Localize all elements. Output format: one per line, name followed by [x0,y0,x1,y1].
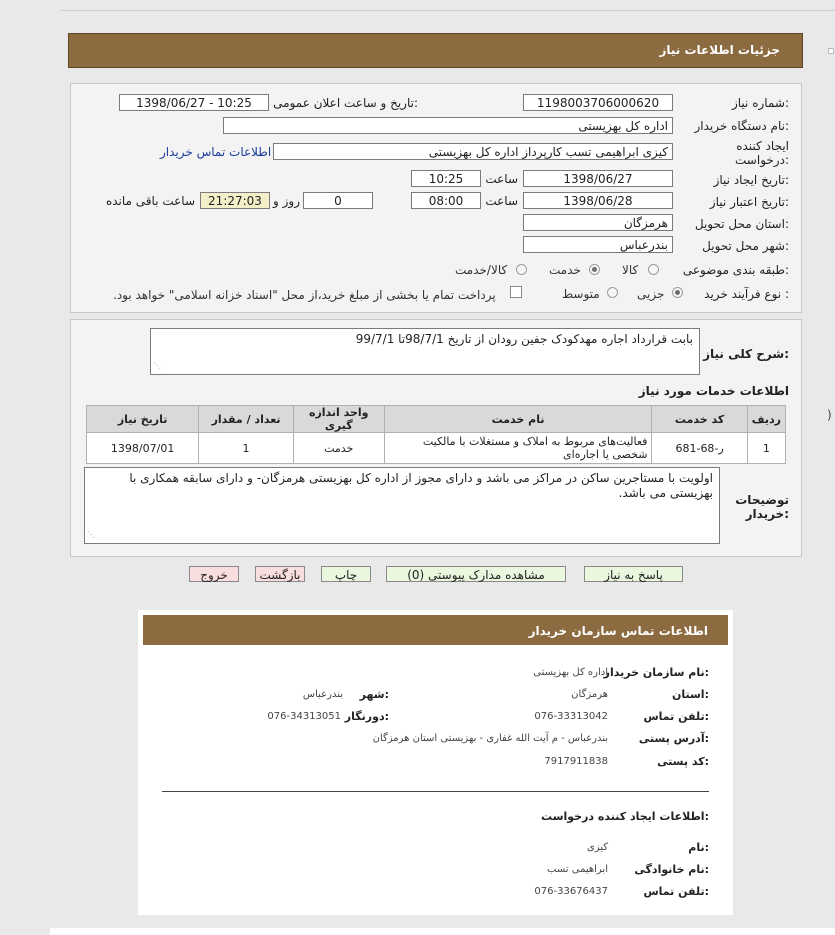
process-label: نوع فرآیند خرید : [704,287,789,301]
services-table [86,405,786,464]
page-title: جزئیات اطلاعات نیاز [659,43,780,57]
back-button[interactable]: بازگشت [255,566,305,582]
buyer-notes-label: توضیحات خریدار: [735,493,789,521]
page-header [68,33,803,68]
col-service-name: نام خدمت [384,406,652,433]
category-goods-label: کالا [622,263,639,277]
phone-label: تلفن تماس: [643,710,709,723]
create-date-field[interactable]: 1398/06/27 [523,170,673,187]
create-time-label: ساعت [485,172,518,186]
fax-label: دورنگار: [344,710,389,723]
col-service-code: کد خدمت [652,406,747,433]
scroll-indicator [828,48,834,54]
category-both-label: کالا/خدمت [455,263,508,277]
postal-label: کد پستی: [657,755,709,768]
validity-time-label: ساعت [485,194,518,208]
validity-time-field[interactable]: 08:00 [411,192,481,209]
buyer-org-field[interactable]: اداره کل بهزیستی [223,117,673,134]
address-label: آدرس پستی: [638,732,709,745]
remaining-time-field[interactable]: 21:27:03 [200,192,270,209]
process-minor-label: جزیی [637,287,665,301]
treasury-payment-checkbox[interactable] [510,286,522,298]
process-medium-radio[interactable] [607,287,618,298]
cell-row: 1 [747,433,785,464]
resize-grip-icon[interactable]: ⋰ [153,361,161,370]
creator-info-title: اطلاعات ایجاد کننده درخواست: [541,810,709,823]
buyer-org-label: نام دستگاه خریدار: [694,119,789,133]
city-card-label: شهر: [359,688,389,701]
contact-card-header [143,615,728,645]
announce-label: تاریخ و ساعت اعلان عمومی: [273,96,418,110]
card-separator [162,791,709,792]
creator-label: ایجاد کننده درخواست: [735,139,789,167]
creator-field[interactable]: کیزی ابراهیمی تسب کارپرداز اداره کل بهزیستی [273,143,673,160]
cell-need-date: 1398/07/01 [87,433,199,464]
summary-textarea[interactable] [150,328,700,375]
cell-quantity: 1 [199,433,294,464]
create-time-field[interactable]: 10:25 [411,170,481,187]
summary-text: بابت قرارداد اجاره مهدکودک جفین رودان از تاریخ 98/7/1تا 99/7/1 [355,332,693,346]
creator-family-value: ابراهیمی تسب [547,864,608,875]
creator-name-label: نام: [688,841,709,854]
buyer-notes-text: اولویت با مستاجرین ساکن در مراکز می باشد و دارای مجوز از اداره کل بهزیستی هرمزگان- و دارای سابقه همکاری با بهزیستی می باشد. [129,471,713,500]
validity-date-field[interactable]: 1398/06/28 [523,192,673,209]
cell-unit: خدمت [293,433,384,464]
bottom-strip [50,928,835,935]
table-row [87,433,786,464]
col-need-date: تاریخ نیاز [87,406,199,433]
resize-grip-icon[interactable]: ⋰ [87,530,95,539]
creator-name-value: کیزی [586,842,608,853]
need-number-field[interactable]: 1198003706000620 [523,94,673,111]
category-service-label: خدمت [549,263,581,277]
city-field[interactable]: بندرعباس [523,236,673,253]
view-documents-button[interactable]: مشاهده مدارک پیوستی (0) [386,566,566,582]
remaining-days-field[interactable]: 0 [303,192,373,209]
need-number-label: شماره نیاز: [731,96,789,110]
process-minor-radio[interactable] [672,287,683,298]
category-service-radio[interactable] [589,264,600,275]
address-value: بندرعباس - م آیت الله غفاری - بهزیستی استان هرمزگان [372,733,608,744]
fax-value: 076-34313051 [267,711,341,722]
process-medium-label: متوسط [562,287,600,301]
province-card-value: هرمزگان [571,689,608,700]
category-label: طبقه بندی موضوعی: [682,263,789,277]
province-card-label: استان: [671,688,709,701]
col-unit: واحد اندازه گیری [293,406,384,433]
col-row: ردیف [747,406,785,433]
contact-card-title: اطلاعات تماس سازمان خریدار [528,624,708,638]
city-card-value: بندرعباس [302,689,343,700]
city-label: شهر محل تحویل: [702,239,789,253]
creator-phone-value: 076-33676437 [534,886,608,897]
summary-label: شرح کلی نیاز: [703,347,789,361]
top-divider [60,10,835,11]
treasury-payment-note: پرداخت تمام یا بخشی از مبلغ خرید،از محل "اسناد خزانه اسلامی" خواهد بود. [113,288,496,302]
province-label: استان محل تحویل: [694,217,789,231]
print-button[interactable]: چاپ [321,566,371,582]
buyer-contact-link[interactable]: اطلاعات تماس خریدار [160,145,272,159]
creator-phone-label: تلفن تماس: [643,885,709,898]
phone-value: 076-33313042 [534,711,608,722]
creator-family-label: نام خانوادگی: [634,863,709,876]
postal-value: 7917911838 [544,756,608,767]
validity-date-label: تاریخ اعتبار نیاز: [709,195,789,209]
category-both-radio[interactable] [516,264,527,275]
announce-field[interactable]: 1398/06/27 - 10:25 [119,94,269,111]
col-quantity: تعداد / مقدار [199,406,294,433]
services-title: اطلاعات خدمات مورد نیاز [638,384,789,398]
days-label: روز و [273,194,300,208]
cell-service-code: ر-68-681 [652,433,747,464]
table-header-row [87,406,786,433]
org-value: اداره کل بهزیستی [533,667,608,678]
org-label: نام سازمان خریدار: [603,666,709,679]
reply-button[interactable]: پاسخ به نیاز [584,566,683,582]
edge-glyph: ) [827,408,832,422]
category-goods-radio[interactable] [648,264,659,275]
remaining-label: ساعت باقی مانده [105,194,195,208]
exit-button[interactable]: خروج [189,566,239,582]
cell-service-name: فعالیت‌های مربوط به املاک و مستغلات با مالکیت شخصی یا اجاره‌ای [384,433,652,464]
create-date-label: تاریخ ایجاد نیاز: [713,173,789,187]
buyer-notes-textarea[interactable] [84,467,720,544]
province-field[interactable]: هرمزگان [523,214,673,231]
